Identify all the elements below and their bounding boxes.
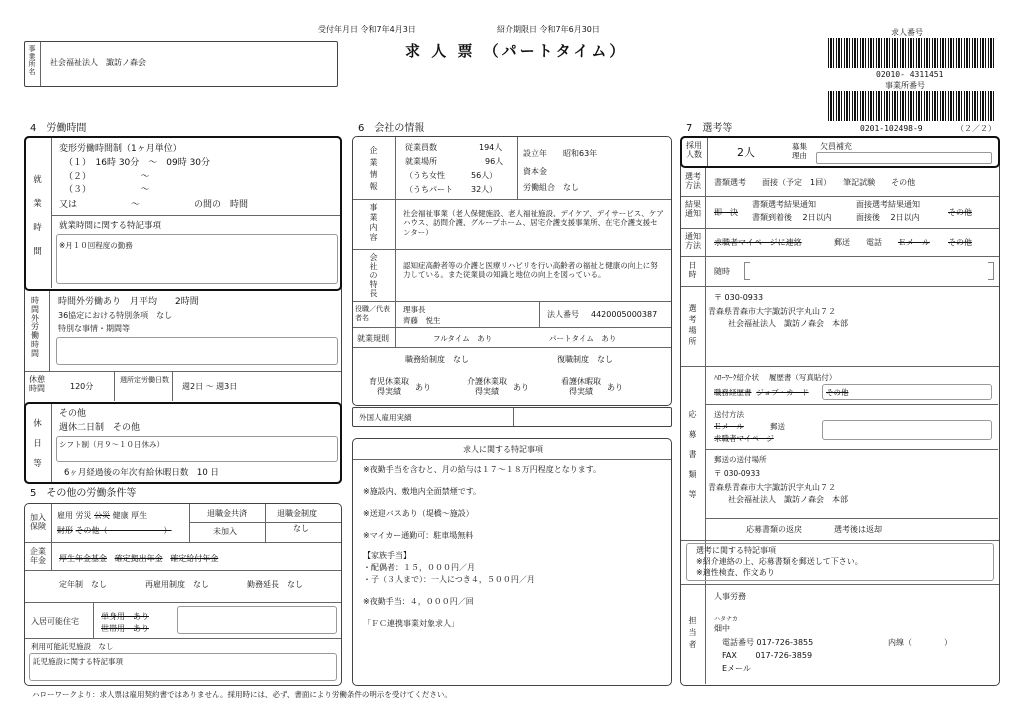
overtime-note-box	[56, 337, 338, 365]
section4-title: 4 労働時間	[30, 123, 87, 134]
retirement: 定年制 なし	[59, 580, 107, 589]
job-notes-box	[352, 438, 672, 686]
office-number: 0201-102498-9	[860, 124, 923, 133]
contact-dept: 人事労務	[714, 592, 746, 601]
retire-system-label: 退職金制度	[277, 509, 317, 518]
referral-deadline: 紹介期限日 令和7年6月30日	[497, 25, 600, 34]
founded: 設立年 昭和63年	[523, 149, 598, 158]
foreign-label: 外国人雇用実績	[359, 413, 412, 422]
reason-label: 募集理由	[792, 142, 807, 161]
send-mail: 郵送	[770, 422, 785, 431]
date-label: 日時	[688, 261, 697, 279]
send-note-box	[822, 420, 992, 440]
reception-date: 受付年月日 令和7年4月3日	[318, 25, 416, 34]
send-addr: 青森県青森市大字諏訪沢字丸山７２	[708, 483, 836, 492]
pension	[59, 554, 218, 564]
care-leave: 介護休業取得実績	[467, 377, 507, 396]
extension: 勤務延長 なし	[247, 580, 303, 589]
section7-title: 7 選考等	[686, 123, 733, 134]
hires: 2人	[737, 146, 755, 159]
result-4: 面接後 2日以内	[856, 213, 920, 222]
shift-1: （１） 16時 30分 ～ 09時 30分	[64, 158, 211, 168]
rep-label: 役職／代表者名	[355, 305, 390, 322]
break-label: 休憩時間	[29, 375, 45, 393]
result-3: 書類到着後 2日以内	[752, 213, 832, 222]
female: （うち女性	[405, 171, 445, 180]
hires-box	[680, 136, 1000, 168]
nursing-leave-val: あり	[607, 383, 623, 392]
workplace: 就業場所	[405, 157, 437, 166]
employees: 従業員数	[405, 143, 437, 152]
insurance-text2: 健康 厚生	[112, 511, 148, 520]
rules-full: フルタイム あり	[433, 334, 493, 343]
special-clause: 36協定における特別条項 なし	[58, 311, 173, 320]
shift-or: 又は ～ の間の 時間	[59, 200, 249, 210]
result-struck2: その他	[948, 208, 972, 217]
shift-3: （３） ～	[64, 185, 150, 195]
union: 労働組合 なし	[523, 183, 579, 192]
childcare-leave: 育児休業取得実績	[369, 377, 409, 396]
job-note-3: ※マイカー通勤可：駐車場無料	[363, 531, 474, 540]
pension-1: 厚生年金基金	[59, 554, 107, 563]
overtime-label: 時間外労働時間	[31, 296, 39, 358]
section5-title: 5 その他の労働条件等	[30, 488, 137, 499]
office-box	[24, 41, 338, 87]
place-label: 選考場所	[688, 304, 697, 346]
corp-num: 4420005000387	[591, 310, 658, 319]
send-place: 郵送の送付場所	[714, 455, 767, 464]
rules-label: 就業規則	[357, 334, 389, 343]
job-note-0: ※夜勤手当を含むと、月の給与は１７～１８万円程度となります。	[363, 465, 602, 474]
reason: 欠員補充	[820, 142, 852, 151]
contact-person: 畑中	[714, 624, 730, 633]
section6-box	[352, 136, 672, 406]
retire-mutual: 未加入	[213, 527, 237, 536]
place-addr: 青森県青森市大字諏訪沢字丸山７２	[708, 307, 836, 316]
female-val: 56人）	[471, 171, 498, 180]
paid-leave: 6ヶ月経過後の年次有給休暇日数 10 日	[64, 468, 219, 478]
notify-struck1: 求職者マイページに連絡	[714, 238, 802, 247]
foreign-box	[352, 407, 672, 427]
retire-mutual-label: 退職金共済	[207, 509, 247, 518]
notify-phone: 電話	[866, 238, 882, 247]
housing-2: 世帯用 あり	[101, 624, 149, 633]
insurance-struck1: 公災	[94, 511, 111, 520]
job-note-6: ・子（３人まで）：一人につき４，５００円／月	[363, 575, 535, 584]
result-label: 結果通知	[685, 200, 701, 218]
selection-note-2: ※適性検査、作文あり	[696, 568, 775, 577]
rehire: 再雇用制度 なし	[145, 580, 209, 589]
notify-struck3: その他	[948, 238, 972, 247]
business: 社会福祉事業（老人保健施設、老人福祉施設、デイケア、デイサービス、ケアハウス、訪問介護、グループホーム、居宅介護支援事業所、在宅介護支援センター）	[403, 209, 664, 237]
housing-label: 入居可能住宅	[31, 617, 79, 626]
section5-box	[24, 503, 342, 686]
contact-ext: 内線（ ）	[888, 638, 952, 647]
place-zip: 〒 030-0933	[714, 293, 764, 302]
job-note-2: ※送迎バスあり（堤橋～施設）	[363, 509, 474, 518]
childcare: 利用可能託児施設 なし	[31, 642, 114, 651]
page-number: （２／２）	[956, 124, 996, 133]
job-note-7: ※夜勤手当：４，０００円／回	[363, 597, 474, 606]
weekly-days: 週2日 ～ 週3日	[182, 382, 238, 391]
contact-tel: 電話番号 017-726-3855	[722, 638, 814, 647]
part: （うちパート	[405, 185, 453, 194]
allowance: 職務給制度 なし	[405, 355, 469, 364]
care-leave-val: あり	[513, 383, 529, 392]
send-name: 社会福祉法人 諏訪ノ森会 本部	[728, 495, 848, 504]
hires-label: 採用人数	[686, 141, 702, 159]
break-value: 120分	[70, 382, 94, 391]
insurance-text1: 雇用 労災	[57, 511, 92, 520]
pension-label: 企業年金	[30, 547, 46, 565]
pension-2: 確定拠出年金	[114, 554, 163, 563]
overtime: 時間外労働あり 月平均 2時間	[58, 297, 199, 307]
docs-struck2: ジョブ・カード	[756, 388, 809, 397]
date: 随時	[714, 267, 730, 276]
selection-note-1: ※紹介連絡の上、応募書類を郵送して下さい。	[696, 557, 863, 566]
job-note-8: 「ＦＣ連携事業対象求人」	[363, 619, 459, 628]
send-zip: 〒 030-0933	[714, 469, 760, 478]
retire-system: なし	[293, 524, 309, 533]
nursing-leave: 看護休暇取得実績	[561, 377, 601, 396]
docs-struck3: その他	[826, 388, 849, 397]
part-val: 32人）	[471, 185, 498, 194]
notify-label: 通知方法	[685, 232, 701, 250]
job-note-5: ・配偶者：１５，０００円／月	[363, 563, 475, 572]
holiday-box	[24, 402, 342, 484]
result-2: 面接選考結果通知	[856, 200, 920, 209]
notify-mail: 郵送	[834, 238, 850, 247]
docs-1: ﾊﾛｰﾜｰｸ紹介状 履歴書（写真貼付）	[714, 373, 837, 382]
holiday-label: 休日等	[33, 419, 42, 469]
docs-struck-row	[714, 388, 809, 397]
holiday-2: 週休二日制 その他	[59, 423, 141, 433]
selection-note-title: 選考に関する特記事項	[696, 546, 776, 555]
contact-fax: FAX 017-726-3859	[722, 651, 813, 660]
insurance-struck3: その他（ ）	[75, 526, 172, 535]
rules-part: パートタイム あり	[549, 334, 617, 343]
corp-num-label: 法人番号	[547, 310, 579, 319]
notify-struck2: Ｅメール	[898, 238, 930, 247]
job-barcode	[828, 38, 996, 68]
send-struck1: Ｅメール	[714, 422, 744, 431]
special-note: 特別な事情・期間等	[58, 324, 130, 333]
method-label: 選考方法	[685, 172, 701, 190]
send-struck2: 求職者マイページ	[714, 434, 774, 443]
employees-val: 194人	[479, 143, 503, 152]
work-hours-note-title: 就業時間に関する特記事項	[59, 221, 162, 231]
job-note-4: 【家族手当】	[363, 551, 411, 560]
insurance-label: 加入保険	[30, 513, 46, 531]
work-hours-label: 就業時間	[33, 175, 42, 257]
insurance-struck2: 財形	[57, 526, 73, 535]
work-hours-box	[24, 136, 342, 291]
job-number: 02010- 4311451	[876, 70, 944, 79]
section6-title: 6 会社の情報	[358, 123, 425, 134]
job-note-1: ※施設内、敷地内全面禁煙です。	[363, 487, 482, 496]
footer-note: ハローワークより：求人票は雇用契約書ではありません。採用時には、必ず、書面により労働条件の明示を受けてください。	[32, 690, 452, 699]
reinstate: 復職制度 なし	[557, 355, 613, 364]
reason-box	[816, 152, 992, 164]
work-hours-note: ※月１０回程度の勤務	[59, 241, 133, 250]
office-barcode	[828, 91, 996, 121]
result-1: 書類選考結果通知	[752, 200, 816, 209]
workplace-val: 96人	[485, 157, 504, 166]
place-name: 社会福祉法人 諏訪ノ森会 本部	[728, 319, 848, 328]
holiday-note: シフト制（月９～１０日休み）	[59, 440, 164, 449]
docs-label: 応募書類等	[688, 410, 697, 499]
shift-2: （２） ～	[64, 172, 150, 182]
pension-3: 確定給付年金	[170, 554, 219, 563]
office-number-label: 事業所番号	[885, 81, 925, 90]
job-notes-title: 求人に関する特記事項	[463, 445, 543, 454]
page-title: 求 人 票 （パートタイム）	[405, 42, 628, 60]
office-name: 社会福祉法人 諏訪ノ森会	[50, 58, 146, 67]
method: 書類選考 面接（予定 1回） 筆記試験 その他	[714, 178, 916, 187]
feature: 認知症高齢者等の介護と医療リハビリを行い高齢者の福祉と健康の向上に努力している。また従業員の知識と地位の向上を図っている。	[403, 261, 658, 280]
rep-name: 齊藤 悦生	[403, 316, 441, 325]
contact-label: 担当者	[688, 616, 697, 649]
contact-email: Eメール	[722, 664, 751, 673]
insurance	[57, 511, 147, 521]
business-label: 事業内容	[369, 203, 378, 242]
send-method: 送付方法	[714, 410, 744, 419]
housing-1: 単身用 あり	[101, 612, 149, 621]
insurance-row2	[57, 526, 172, 536]
childcare-leave-val: あり	[415, 383, 431, 392]
office-label: 事業所名	[28, 45, 36, 77]
job-number-label: 求人番号	[891, 28, 923, 37]
rep-title: 理事長	[403, 305, 426, 314]
shift-type: 変形労働時間制（1ヶ月単位）	[59, 144, 182, 154]
company-label: 企業情報	[369, 146, 378, 191]
housing-note-box	[177, 606, 337, 634]
docs-return: 応募書類の返戻 選考後は返却	[746, 525, 882, 534]
weekly-days-label: 週所定労働日数	[120, 376, 169, 384]
feature-label: 会社の特長	[369, 253, 378, 298]
childcare-note: 託児施設に関する特記事項	[33, 657, 123, 666]
result-struck1: 即 決	[714, 208, 738, 217]
contact-kana: ハタナカ	[714, 616, 738, 623]
docs-struck1: 職務経歴書	[714, 388, 752, 397]
capital: 資本金	[523, 167, 547, 176]
holiday-1: その他	[59, 409, 87, 419]
